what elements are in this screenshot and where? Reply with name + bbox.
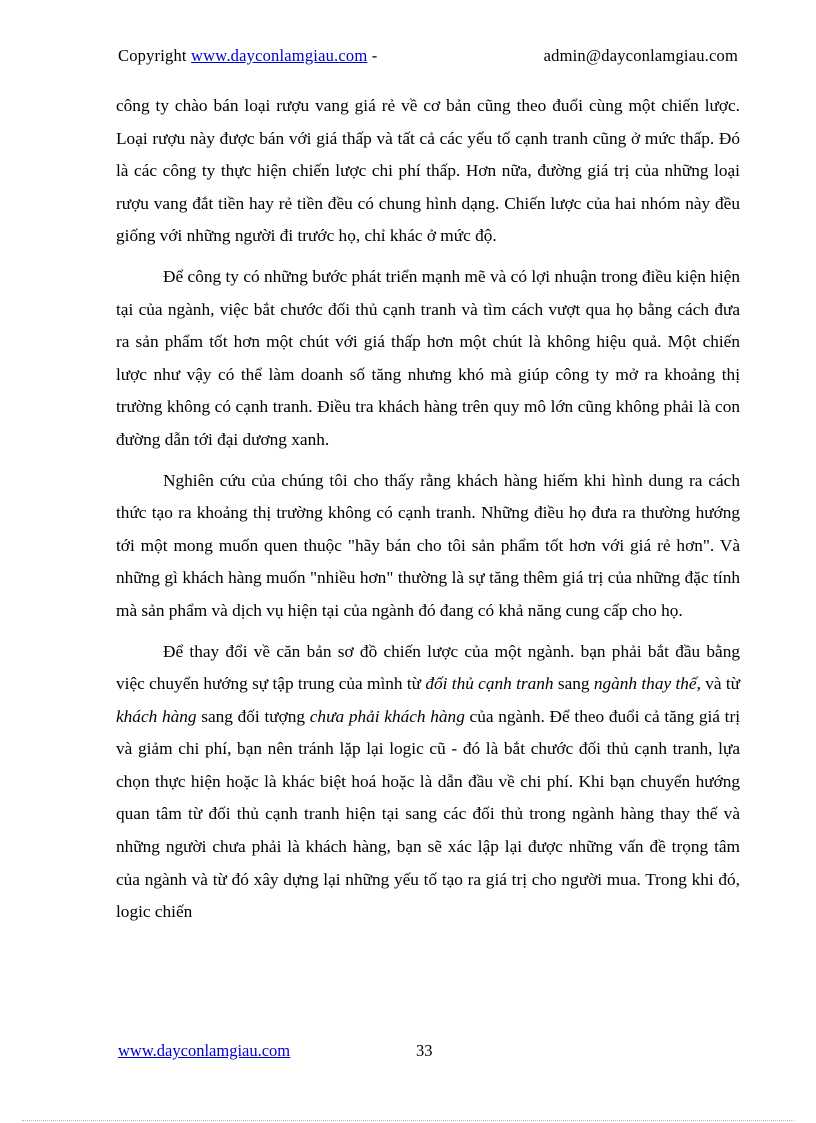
header-copyright [118, 46, 377, 66]
page-footer [118, 1041, 738, 1069]
p4-italic-noncustomers: chưa phải khách hàng [309, 706, 465, 726]
paragraph-1: công ty chào bán loại rượu vang giá rẻ về cơ bản cũng theo đuổi cùng một chiến lược. Loại rượu này được bán với giá thấp và tất cả các yếu tố cạnh tranh cũng ở mức thấp. Đó là các công ty thực hiện chiến lược chi phí thấp. Hơn nữa, đường giá trị của những loại rượu vang đắt tiền hay rẻ tiền đều có chung hình dạng. Chiến lược của hai nhóm này đều giống với những người đi trước họ, chỉ khác ở mức độ. [116, 96, 740, 246]
copyright-label: Copyright [118, 46, 187, 65]
p4-text-5: của ngành. Để theo đuổi cả tăng giá trị và giảm chi phí, bạn nên tránh lặp lại logic cũ - đó là bắt chước đối thủ cạnh tranh, lựa chọn thực hiện hoặc là khác biệt hoá hoặc là dẫn đầu về chi phí. Khi bạn chuyển hướng quan tâm từ đối thủ cạnh tranh hiện tại sang các đối thủ trong ngành hàng thay thế và những người chưa phải là khách hàng, bạn sẽ xác lập lại được những vấn đề trọng tâm của ngành và từ đó xây dựng lại những yếu tố tạo ra giá trị cho người mua. Trong khi đó, logic chiến [116, 706, 740, 922]
header-site-link[interactable]: www.dayconlamgiau.com [191, 46, 368, 65]
footer-site-link[interactable]: www.dayconlamgiau.com [118, 1041, 291, 1060]
document-body [116, 90, 740, 929]
p4-text-1: Để thay đổi về căn bản sơ đồ chiến lược của một ngành. bạn phải bắt đầu bằng việc chuyển hướng sự tập trung của mình từ [116, 641, 740, 694]
paragraph-2: Để công ty có những bước phát triển mạnh mẽ và có lợi nhuận trong điều kiện hiện tại của ngành, việc bắt chước đối thủ cạnh tranh và tìm cách vượt qua họ bằng cách đưa ra sản phẩm tốt hơn một chút với giá thấp hơn một chút là không hiệu quả. Một chiến lược như vậy có thể làm doanh số tăng nhưng khó mà giúp công ty mở ra khoảng thị trường không có cạnh tranh. Điều tra khách hàng trên quy mô lớn cũng không phải là con đường dẫn tới đại dương xanh. [116, 266, 740, 449]
page-header [118, 46, 738, 74]
p4-italic-substitute-industry: ngành thay thế, [593, 674, 701, 694]
p4-text-3: và từ [700, 674, 741, 694]
header-email: admin@dayconlamgiau.com [543, 46, 738, 65]
page-number: 33 [416, 1041, 433, 1060]
paragraph-4 [116, 636, 740, 929]
p4-text-4: sang đối tượng [196, 706, 310, 726]
p4-text-2: sang [553, 674, 594, 694]
p4-italic-customers: khách hàng [116, 706, 197, 726]
paragraph-3: Nghiên cứu của chúng tôi cho thấy rằng khách hàng hiếm khi hình dung ra cách thức tạo ra khoảng thị trường không có cạnh tranh. Những điều họ đưa ra thường hướng tới một mong muốn quen thuộc "hãy bán cho tôi sản phẩm tốt hơn với giá rẻ hơn". Và những gì khách hàng muốn "nhiều hơn" thường là sự tăng thêm giá trị của những đặc tính mà sản phẩm và dịch vụ hiện tại của ngành đó đang có khả năng cung cấp cho họ. [116, 470, 740, 620]
p4-italic-competitors: đối thủ cạnh tranh [425, 674, 554, 694]
page-bottom-divider [22, 1120, 794, 1121]
header-dash: - [371, 46, 378, 65]
